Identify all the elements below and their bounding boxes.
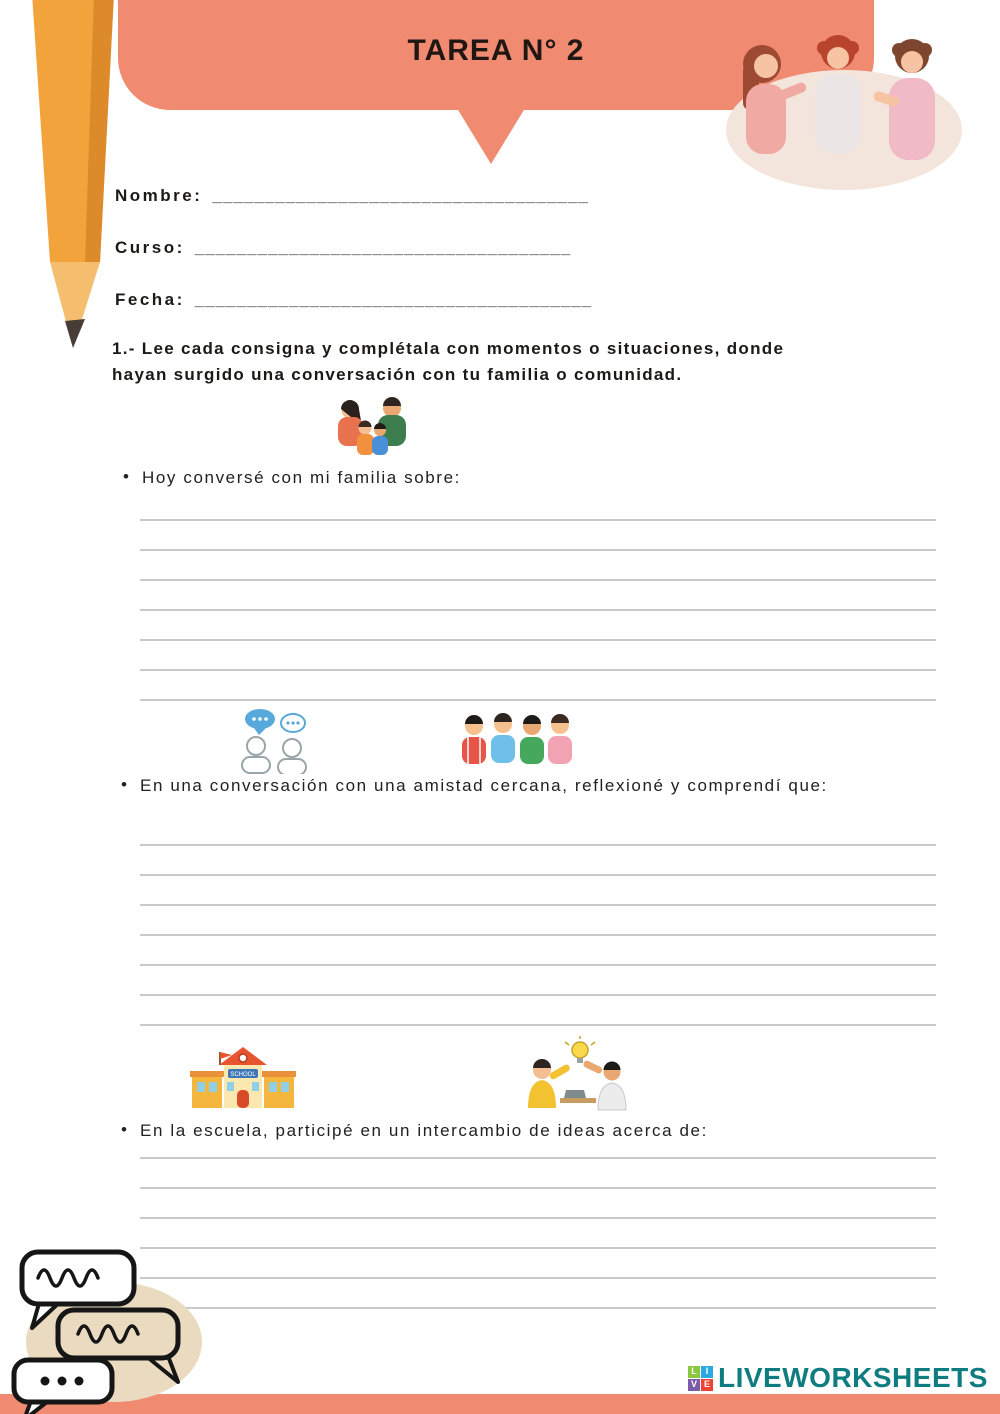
- idea-exchange-icon: [502, 1036, 647, 1123]
- answer-lines-amistad: [140, 844, 936, 1054]
- logo-square-e: E: [701, 1379, 713, 1391]
- answer-lines-familia: [140, 519, 936, 729]
- liveworksheets-logo-icon: [688, 1366, 713, 1391]
- answer-line[interactable]: [140, 934, 936, 936]
- answer-line[interactable]: [140, 609, 936, 611]
- answer-line[interactable]: [140, 1277, 936, 1279]
- answer-line[interactable]: [140, 874, 936, 876]
- liveworksheets-logo[interactable]: [688, 1362, 988, 1394]
- prompt-familia: [123, 464, 842, 491]
- school-icon: [190, 1044, 296, 1115]
- answer-line[interactable]: [140, 699, 936, 701]
- nombre-label: Nombre:: [115, 186, 203, 205]
- instruction-line-2: hayan surgido una conversación con tu familia o comunidad.: [112, 365, 683, 385]
- header-banner-tail: [452, 100, 530, 164]
- answer-line[interactable]: [140, 579, 936, 581]
- curso-input-line[interactable]: ____________________________________: [194, 238, 572, 257]
- prompt-amistad-text: En una conversación con una amistad cercana, reflexioné y comprendí que:: [140, 776, 828, 795]
- answer-line[interactable]: [140, 994, 936, 996]
- conversation-heads-icon: [230, 706, 316, 779]
- answer-line[interactable]: [140, 549, 936, 551]
- women-talking-illustration: [716, 6, 968, 199]
- curso-label: Curso:: [115, 238, 185, 257]
- answer-lines-escuela: [140, 1157, 936, 1337]
- fecha-label: Fecha:: [115, 290, 185, 309]
- instruction-text: [112, 336, 982, 389]
- answer-line[interactable]: [140, 1187, 936, 1189]
- instruction-line-1: 1.- Lee cada consigna y complétala con momentos o situaciones, donde: [112, 339, 785, 358]
- answer-line[interactable]: [140, 1307, 936, 1309]
- prompt-escuela: [121, 1117, 970, 1144]
- bullet-icon: •: [121, 775, 129, 794]
- answer-line[interactable]: [140, 519, 936, 521]
- form-row-nombre: [115, 186, 589, 206]
- school-sign-text: SCHOOL: [230, 1072, 256, 1078]
- answer-line[interactable]: [140, 669, 936, 671]
- prompt-familia-text: Hoy conversé con mi familia sobre:: [142, 468, 461, 487]
- logo-square-v: V: [688, 1379, 700, 1391]
- bullet-icon: •: [121, 1120, 129, 1139]
- nombre-input-line[interactable]: ____________________________________: [212, 186, 589, 205]
- bullet-icon: •: [123, 467, 131, 486]
- prompt-escuela-text: En la escuela, participé en un intercambio de ideas acerca de:: [140, 1121, 708, 1140]
- answer-line[interactable]: [140, 844, 936, 846]
- friends-group-icon: [456, 708, 574, 775]
- logo-square-i: I: [701, 1366, 713, 1378]
- answer-line[interactable]: [140, 1217, 936, 1219]
- form-row-curso: [115, 238, 571, 258]
- answer-line[interactable]: [140, 904, 936, 906]
- answer-line[interactable]: [140, 964, 936, 966]
- answer-line[interactable]: [140, 639, 936, 641]
- answer-line[interactable]: [140, 1247, 936, 1249]
- answer-line[interactable]: [140, 1024, 936, 1026]
- fecha-input-line[interactable]: ______________________________________: [194, 290, 593, 309]
- page-title: TAREA N° 2: [407, 34, 585, 67]
- family-icon: [316, 394, 428, 467]
- form-row-fecha: [115, 290, 592, 310]
- logo-square-l: L: [688, 1366, 700, 1378]
- chat-bubbles-doodle: [0, 1246, 210, 1414]
- liveworksheets-logo-text: LIVEWORKSHEETS: [718, 1362, 988, 1393]
- prompt-amistad: [121, 772, 912, 799]
- answer-line[interactable]: [140, 1157, 936, 1159]
- pencil-icon: [6, 0, 126, 365]
